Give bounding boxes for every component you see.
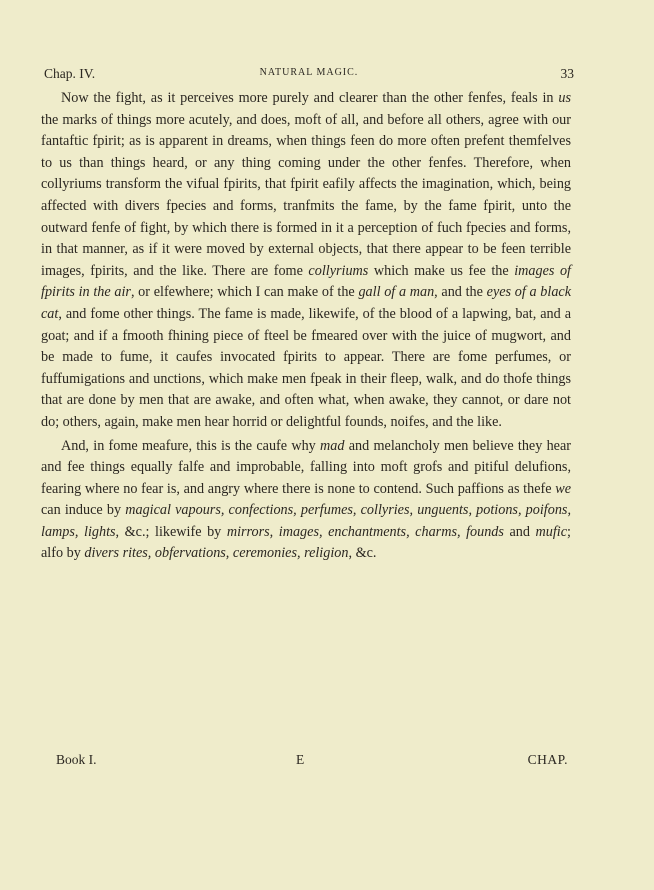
page-footer <box>56 752 568 772</box>
italic-phrase: gall of a man <box>358 284 435 301</box>
text-run: , and the <box>434 284 487 301</box>
signature-mark: E <box>296 752 305 767</box>
italic-phrase: collyriums <box>308 262 369 279</box>
text-run: And, in fome meafure, this is the caufe why <box>61 437 321 454</box>
text-run: ; alfo by <box>41 523 571 562</box>
text-run: , &c. <box>348 545 377 562</box>
text-run: which make us fee the <box>368 262 515 279</box>
italic-phrase: divers rites, obfervations, ceremonies, religion <box>84 545 349 562</box>
paragraph-1 <box>41 88 571 434</box>
italic-phrase: images of fpirits in the air <box>41 262 572 301</box>
text-run: , &c.; likewife by <box>115 523 227 540</box>
italic-phrase: mirrors, images, enchantments, charms, founds <box>226 523 504 540</box>
body-text <box>41 88 571 565</box>
chapter-label: Chap. IV. <box>44 66 96 81</box>
paragraph-2 <box>41 436 571 566</box>
text-run: can induce by <box>41 502 126 519</box>
text-run: the marks of things more acutely, and does, moft of all, and before all others, agree with our fantaftic fpirit; as is apparent in dreams, when things feen do more often prefent themfelves to us than things heard, or any thing coming under the other fenfes. Therefore, when collyriums transform the vifual fpirits, that fpirit eafily affects the imagination, which, being affected with divers fpecies and forms, tranfmits the fame, by the fame fpirit, unto the outward fenfe of fight, by which there is formed in it a perception of fuch fpecies and forms, in that manner, as if it were moved by external objects, that there appear to be feen terrible images, fpirits, and the like. There are fome <box>41 111 571 279</box>
book-label: Book I. <box>56 752 97 767</box>
running-head <box>44 66 574 86</box>
text-run: Now the fight, as it perceives more purely and clearer than the other fenfes, feals in <box>61 90 559 106</box>
italic-phrase: mad <box>320 437 345 454</box>
text-run: and melancholy men believe they hear and fee things equally falfe and improbable, falling into moft grofs and pitiful delufions, fearing where no fear is, and angry where there is none to contend. Such paffions as thefe <box>41 437 571 497</box>
catchword: CHAP. <box>527 752 568 767</box>
text-run: and <box>503 523 536 540</box>
italic-phrase: eyes of a black cat <box>41 284 572 322</box>
italic-phrase: us <box>558 90 571 106</box>
page-number: 33 <box>560 66 574 81</box>
running-title: NATURAL MAGIC. <box>259 67 359 78</box>
text-run: , or elfewhere; which I can make of the <box>130 284 359 301</box>
italic-phrase: magical vapours, confections, perfumes, collyries, unguents, potions, poifons, lamps, lights <box>41 502 571 540</box>
italic-phrase: mufic <box>535 523 568 540</box>
italic-phrase: we <box>555 480 571 497</box>
text-run: , and fome other things. The fame is made, likewife, of the blood of a lapwing, bat, and a goat; and if a fmooth fhining piece of fteel be fmeared over with the juice of mugwort, and be made to fume, it caufes invocated fpirits to appear. There are fome perfumes, or fuffumigations and unctions, which make men fpeak in their fleep, walk, and do thofe things that are done by men that are awake, and often what, when awake, they cannot, or dare not do; others, again, make men hear horrid or delightful founds, noifes, and the like. <box>41 305 571 430</box>
